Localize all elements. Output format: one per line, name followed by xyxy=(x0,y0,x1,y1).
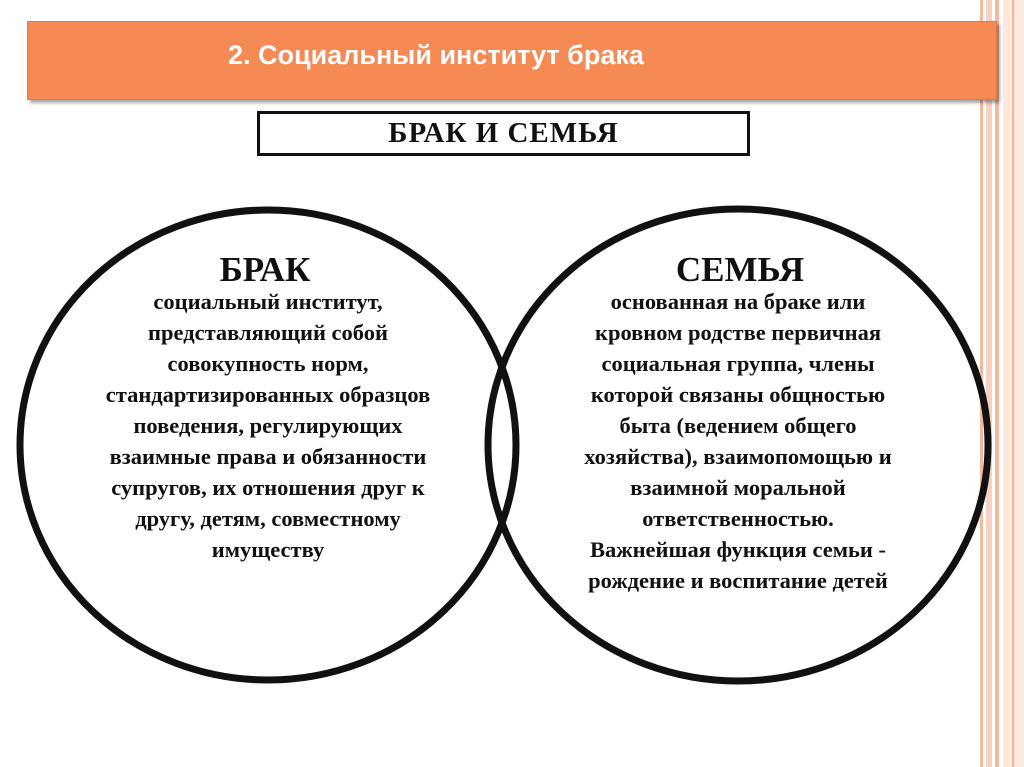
left-line: социальный институт, xyxy=(153,289,383,314)
right-line: рождение и воспитание детей xyxy=(588,568,888,593)
left-line: взаимные права и обязанности xyxy=(109,444,427,469)
right-line: быта (ведением общего xyxy=(619,413,857,438)
right-line: Важнейшая функция семьи - xyxy=(590,537,886,562)
right-circle-text xyxy=(528,286,948,596)
left-circle-heading: БРАК xyxy=(219,250,311,289)
left-line: представляющий собой xyxy=(148,320,388,345)
right-line: взаимной моральной xyxy=(630,475,846,500)
right-line: основанная на браке или xyxy=(610,289,866,314)
right-line: кровном родстве первичная xyxy=(594,320,881,345)
left-line: совокупность норм, xyxy=(167,351,369,376)
left-line: стандартизированных образцов xyxy=(105,382,431,407)
left-line: имуществу xyxy=(211,537,325,562)
right-line: ответственностью. xyxy=(642,506,834,531)
left-line: другу, детям, совместному xyxy=(135,506,401,531)
right-circle-heading: СЕМЬЯ xyxy=(675,250,805,289)
right-line: социальная группа, члены xyxy=(601,351,875,376)
right-line: хозяйства), взаимопомощью и xyxy=(584,444,892,469)
right-line: которой связаны общностью xyxy=(590,382,886,407)
left-circle-text xyxy=(58,286,478,565)
left-line: супругов, их отношения друг к xyxy=(111,475,425,500)
diagram-header: БРАК И СЕМЬЯ xyxy=(388,117,619,149)
slide-title: 2. Социальный институт брака xyxy=(228,40,644,70)
left-line: поведения, регулирующих xyxy=(133,413,403,438)
